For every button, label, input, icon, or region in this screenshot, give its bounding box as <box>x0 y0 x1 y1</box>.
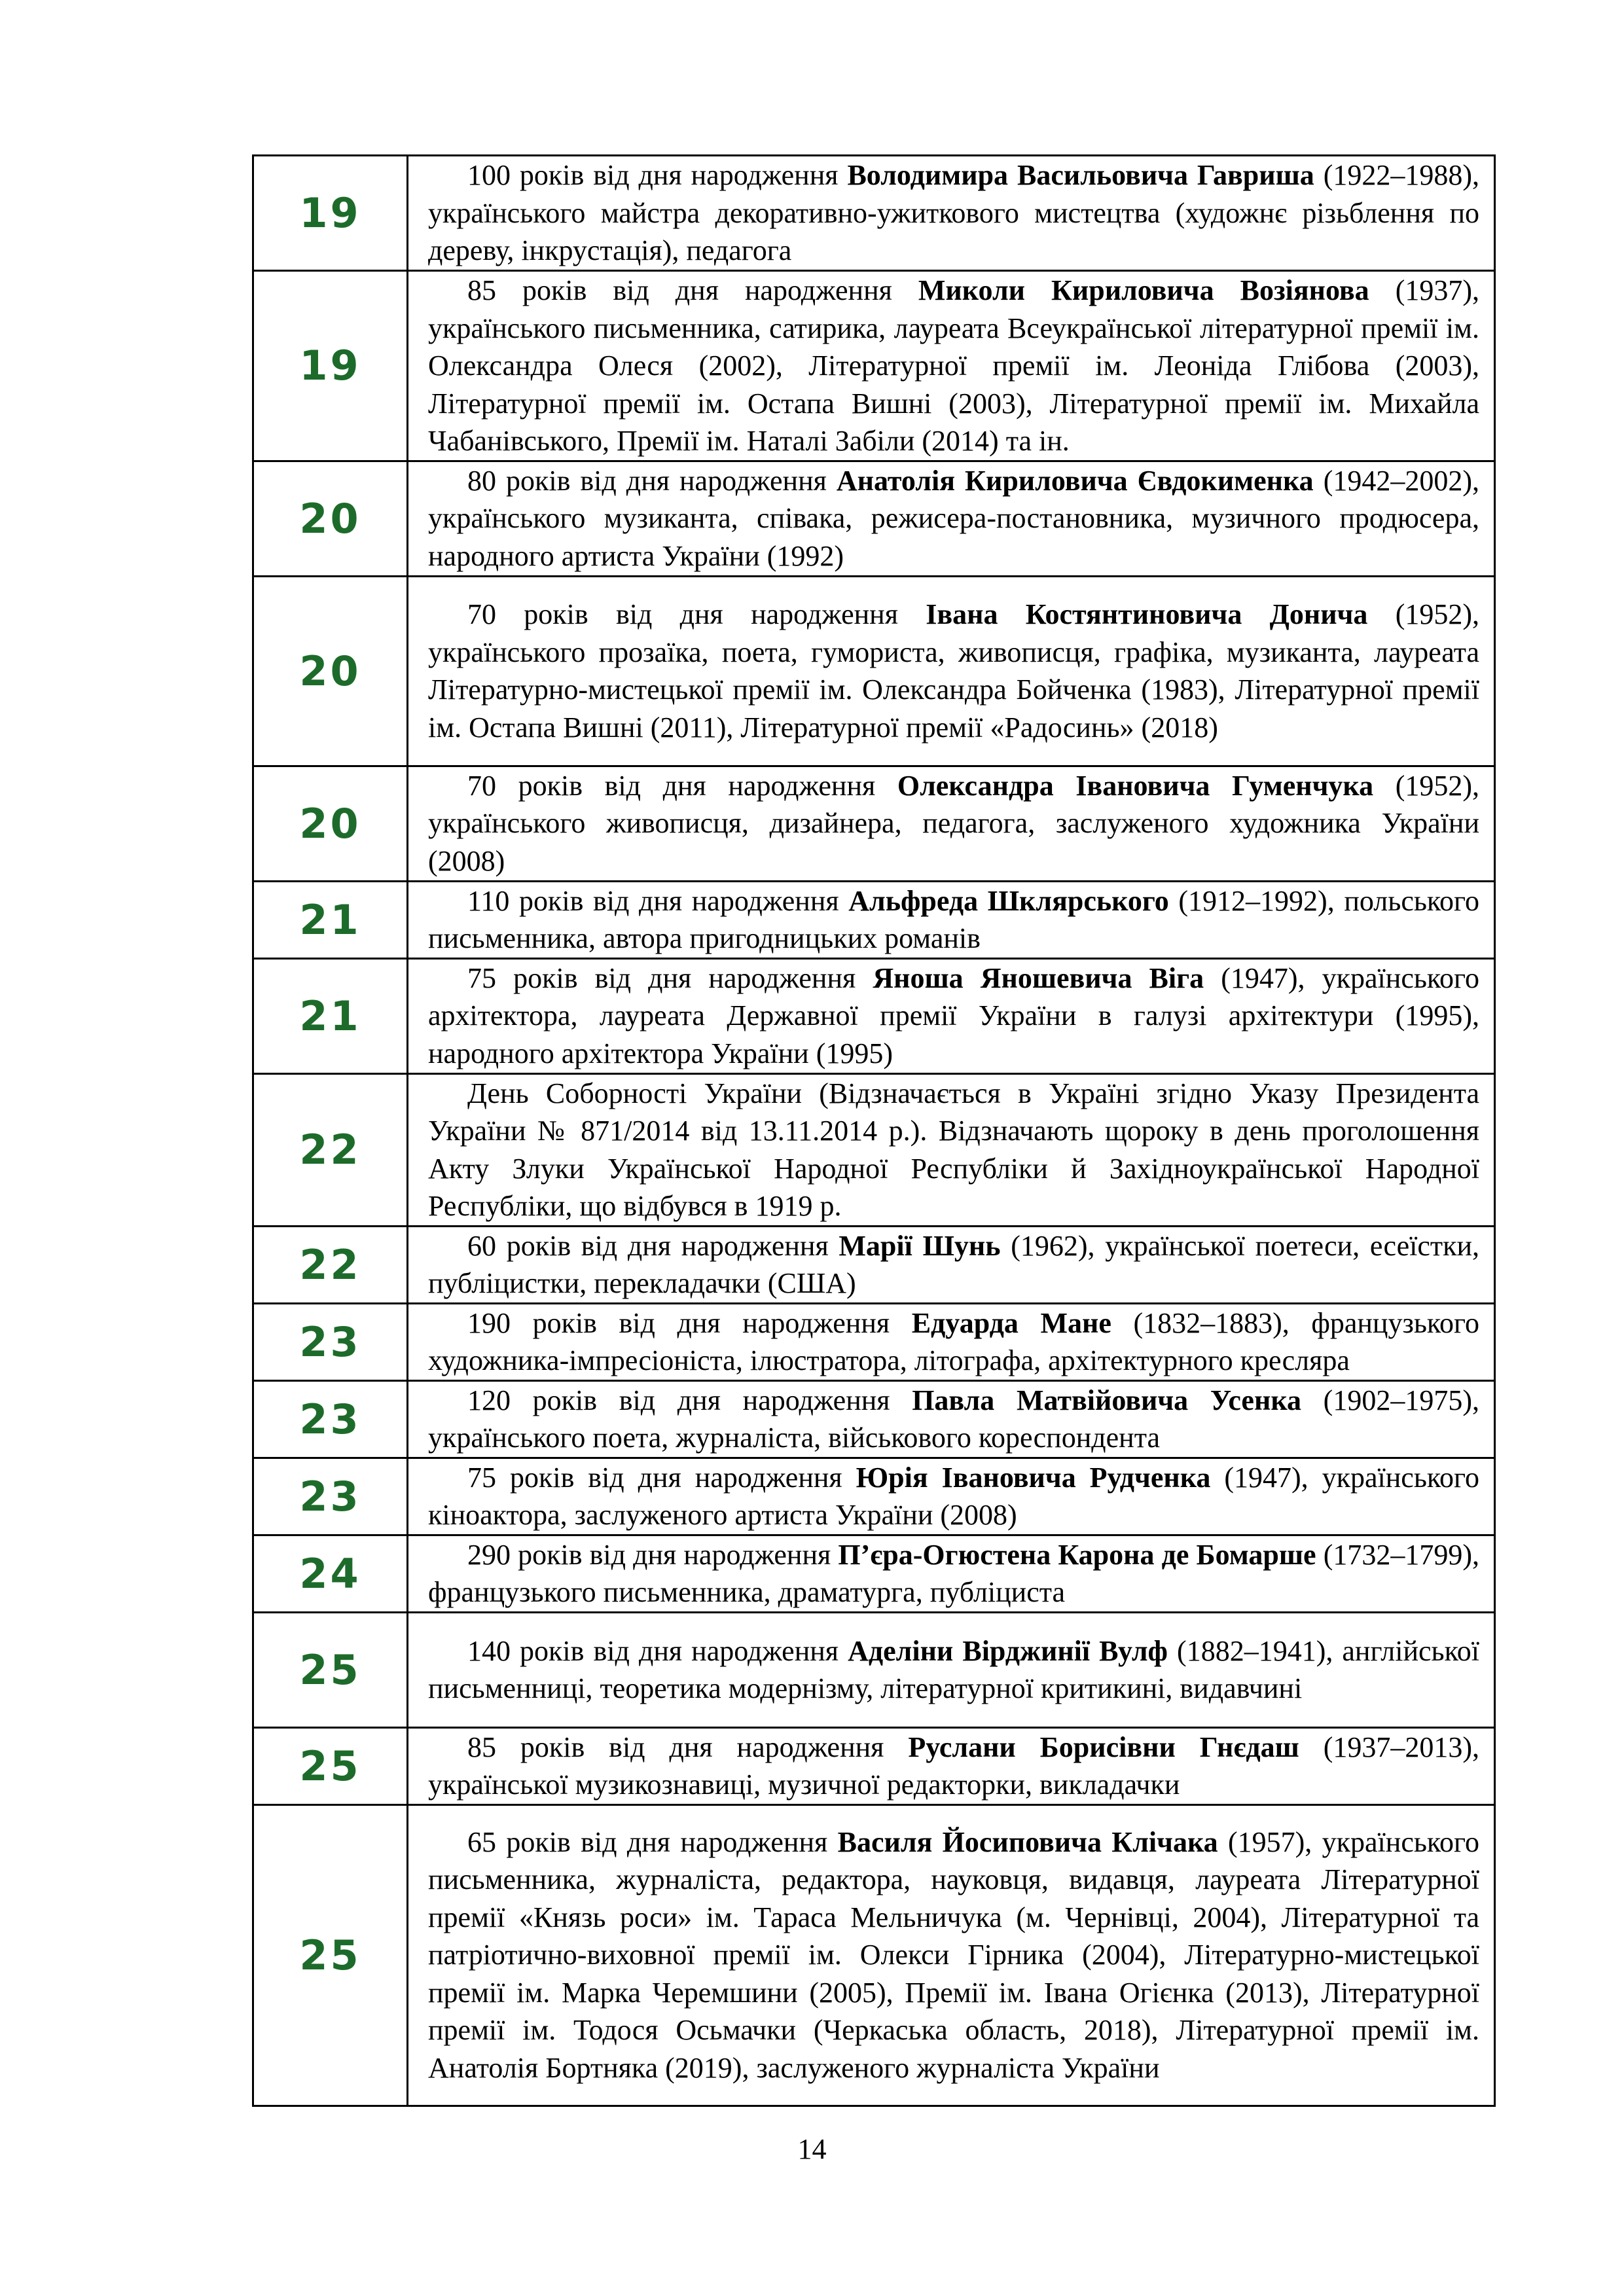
person-name: П’єра-Огюстена Карона де Бомарше <box>838 1538 1316 1571</box>
event-text: 85 років від дня народження <box>467 1731 909 1763</box>
event-description <box>408 1727 1495 1804</box>
event-row <box>253 576 1495 766</box>
event-day: 20 <box>253 461 408 576</box>
person-name: Альфреда Шклярського <box>848 884 1169 917</box>
event-description <box>408 1303 1495 1380</box>
event-row <box>253 1380 1495 1458</box>
event-day: 19 <box>253 271 408 461</box>
event-text: (1947), українського архітектора, лауреата Державної премії України в галузі архітектури (1995), народного архітектора України (1995) <box>428 961 1480 1069</box>
event-description <box>408 1226 1495 1303</box>
event-row <box>253 1226 1495 1303</box>
person-name: Едуарда Мане <box>911 1306 1111 1339</box>
event-row <box>253 156 1495 271</box>
event-text: (1952), українського живописця, дизайнера, педагога, заслуженого художника України (2008) <box>428 769 1479 877</box>
event-description <box>408 766 1495 881</box>
person-name: Руслани Борисівни Гнєдаш <box>908 1731 1299 1763</box>
event-description <box>408 958 1495 1073</box>
event-text: 75 років від дня народження <box>467 1461 856 1494</box>
event-day: 21 <box>253 958 408 1073</box>
event-text: (1957), українського письменника, журналіста, редактора, науковця, видавця, лауреата Літературної премії «Князь роси» ім. Тараса Мельничука (м. Чернівці, 2004), Літературної та патріотично-виховної премії ім. Олекси Гірника (2004), Літературно-мистецької премії ім. Марка Черемшини (2005), Премії ім. Івана Огієнка (2013), Літературної премії ім. Тодося Осьмачки (Черкаська область, 2018), Літературної премії ім. Анатолія Бортняка (2019), заслуженого журналіста України <box>428 1825 1480 2084</box>
event-description <box>408 576 1495 766</box>
event-text: (1882–1941), англійської письменниці, теоретика модернізму, літературної критикині, видавчині <box>428 1634 1479 1704</box>
event-description <box>408 1458 1495 1535</box>
event-row <box>253 1612 1495 1727</box>
event-row <box>253 271 1495 461</box>
event-day: 23 <box>253 1458 408 1535</box>
event-description <box>408 1073 1495 1226</box>
event-row <box>253 1458 1495 1535</box>
person-name: Івана Костянтиновича Донича <box>926 598 1368 630</box>
event-description <box>408 1535 1495 1612</box>
event-row <box>253 881 1495 958</box>
person-name: Анатолія Кириловича Євдокименка <box>836 464 1314 497</box>
event-description <box>408 1380 1495 1458</box>
event-row <box>253 461 1495 576</box>
event-text: 110 років від дня народження <box>467 884 849 917</box>
event-text: 290 років від дня народження <box>467 1538 839 1571</box>
event-text: 70 років від дня народження <box>467 598 926 630</box>
event-day: 23 <box>253 1303 408 1380</box>
event-text: (1937), українського письменника, сатирика, лауреата Всеукраїнської літературної премії ім. Олександра Олеся (2002), Літературної премії ім. Леоніда Глібова (2003), Літературної премії ім. Остапа Вишні (2003), Літературної премії ім. Михайла Чабанівського, Премії ім. Наталі Забіли (2014) та ін. <box>428 274 1480 457</box>
event-description <box>408 271 1495 461</box>
person-name: Юрія Івановича Рудченка <box>856 1461 1211 1494</box>
event-day: 22 <box>253 1226 408 1303</box>
event-text: 85 років від дня народження <box>467 274 918 306</box>
person-name: Василя Йосиповича Клічака <box>837 1825 1218 1858</box>
person-name: Олександра Івановича Гуменчука <box>897 769 1374 802</box>
person-name: Володимира Васильовича Гавриша <box>847 159 1314 192</box>
event-text: 70 років від дня народження <box>467 769 897 802</box>
event-day: 21 <box>253 881 408 958</box>
event-day: 25 <box>253 1804 408 2106</box>
page-number: 14 <box>797 2133 827 2165</box>
event-text: 140 років від дня народження <box>467 1634 848 1667</box>
event-description <box>408 1612 1495 1727</box>
event-day: 20 <box>253 766 408 881</box>
event-text: (1962), української поетеси, есеїстки, публіцистки, перекладачки (США) <box>428 1229 1479 1299</box>
event-text: (1922–1988), українського майстра декоративно-ужиткового мистецтва (художнє різьблення по дереву, інкрустація), педагога <box>428 159 1479 267</box>
event-text: (1947), українського кіноактора, заслуженого артиста України (2008) <box>428 1461 1480 1531</box>
person-name: Марії Шунь <box>839 1229 1001 1262</box>
event-text: (1937–2013), української музикознавиці, музичної редакторки, викладачки <box>428 1731 1480 1801</box>
event-text: 80 років від дня народження <box>467 464 837 497</box>
event-day: 25 <box>253 1727 408 1804</box>
event-day: 24 <box>253 1535 408 1612</box>
event-day: 23 <box>253 1380 408 1458</box>
event-row <box>253 1727 1495 1804</box>
event-text: 60 років від дня народження <box>467 1229 839 1262</box>
event-day: 20 <box>253 576 408 766</box>
person-name: Павла Матвійовича Усенка <box>912 1384 1301 1416</box>
event-row <box>253 1073 1495 1226</box>
event-text: День Соборності України (Відзначається в Україні згідно Указу Президента України № 871/2014 від 13.11.2014 р.). Відзначають щороку в день проголошення Акту Злуки Української Народної Республіки й Західноукраїнської Народної Республіки, що відбувся в 1919 р. <box>428 1077 1479 1222</box>
person-name: Аделіни Вірджинії Вулф <box>848 1634 1168 1667</box>
event-text: 65 років від дня народження <box>467 1825 838 1858</box>
event-day: 25 <box>253 1612 408 1727</box>
person-name: Миколи Кириловича Возіянова <box>918 274 1369 306</box>
event-description <box>408 156 1495 271</box>
event-text: (1732–1799), французького письменника, драматурга, публіциста <box>428 1538 1479 1608</box>
event-row <box>253 1303 1495 1380</box>
event-row <box>253 766 1495 881</box>
event-day: 22 <box>253 1073 408 1226</box>
event-description <box>408 461 1495 576</box>
event-description <box>408 1804 1495 2106</box>
event-description <box>408 881 1495 958</box>
events-table <box>252 154 1496 2107</box>
event-text: (1952), українського прозаїка, поета, гумориста, живописця, графіка, музиканта, лауреата Літературно-мистецької премії ім. Олександра Бойченка (1983), Літературної премії ім. Остапа Вишні (2011), Літературної премії «Радосинь» (2018) <box>428 598 1479 744</box>
event-text: (1912–1992), польського письменника, автора пригодницьких романів <box>428 884 1480 954</box>
event-text: (1832–1883), французького художника-імпресіоніста, ілюстратора, літографа, архітектурного кресляра <box>428 1306 1480 1376</box>
event-text: (1942–2002), українського музиканта, співака, режисера-постановника, музичного продюсера, народного артиста України (1992) <box>428 464 1480 572</box>
event-day: 19 <box>253 156 408 271</box>
event-text: 190 років від дня народження <box>467 1306 912 1339</box>
event-row <box>253 1535 1495 1612</box>
event-text: 100 років від дня народження <box>467 159 848 192</box>
event-row <box>253 1804 1495 2106</box>
event-text: 120 років від дня народження <box>467 1384 912 1416</box>
event-row <box>253 958 1495 1073</box>
event-text: (1902–1975), українського поета, журналіста, військового кореспондента <box>428 1384 1479 1454</box>
event-text: 75 років від дня народження <box>467 961 873 994</box>
person-name: Яноша Яношевича Віга <box>873 961 1204 994</box>
